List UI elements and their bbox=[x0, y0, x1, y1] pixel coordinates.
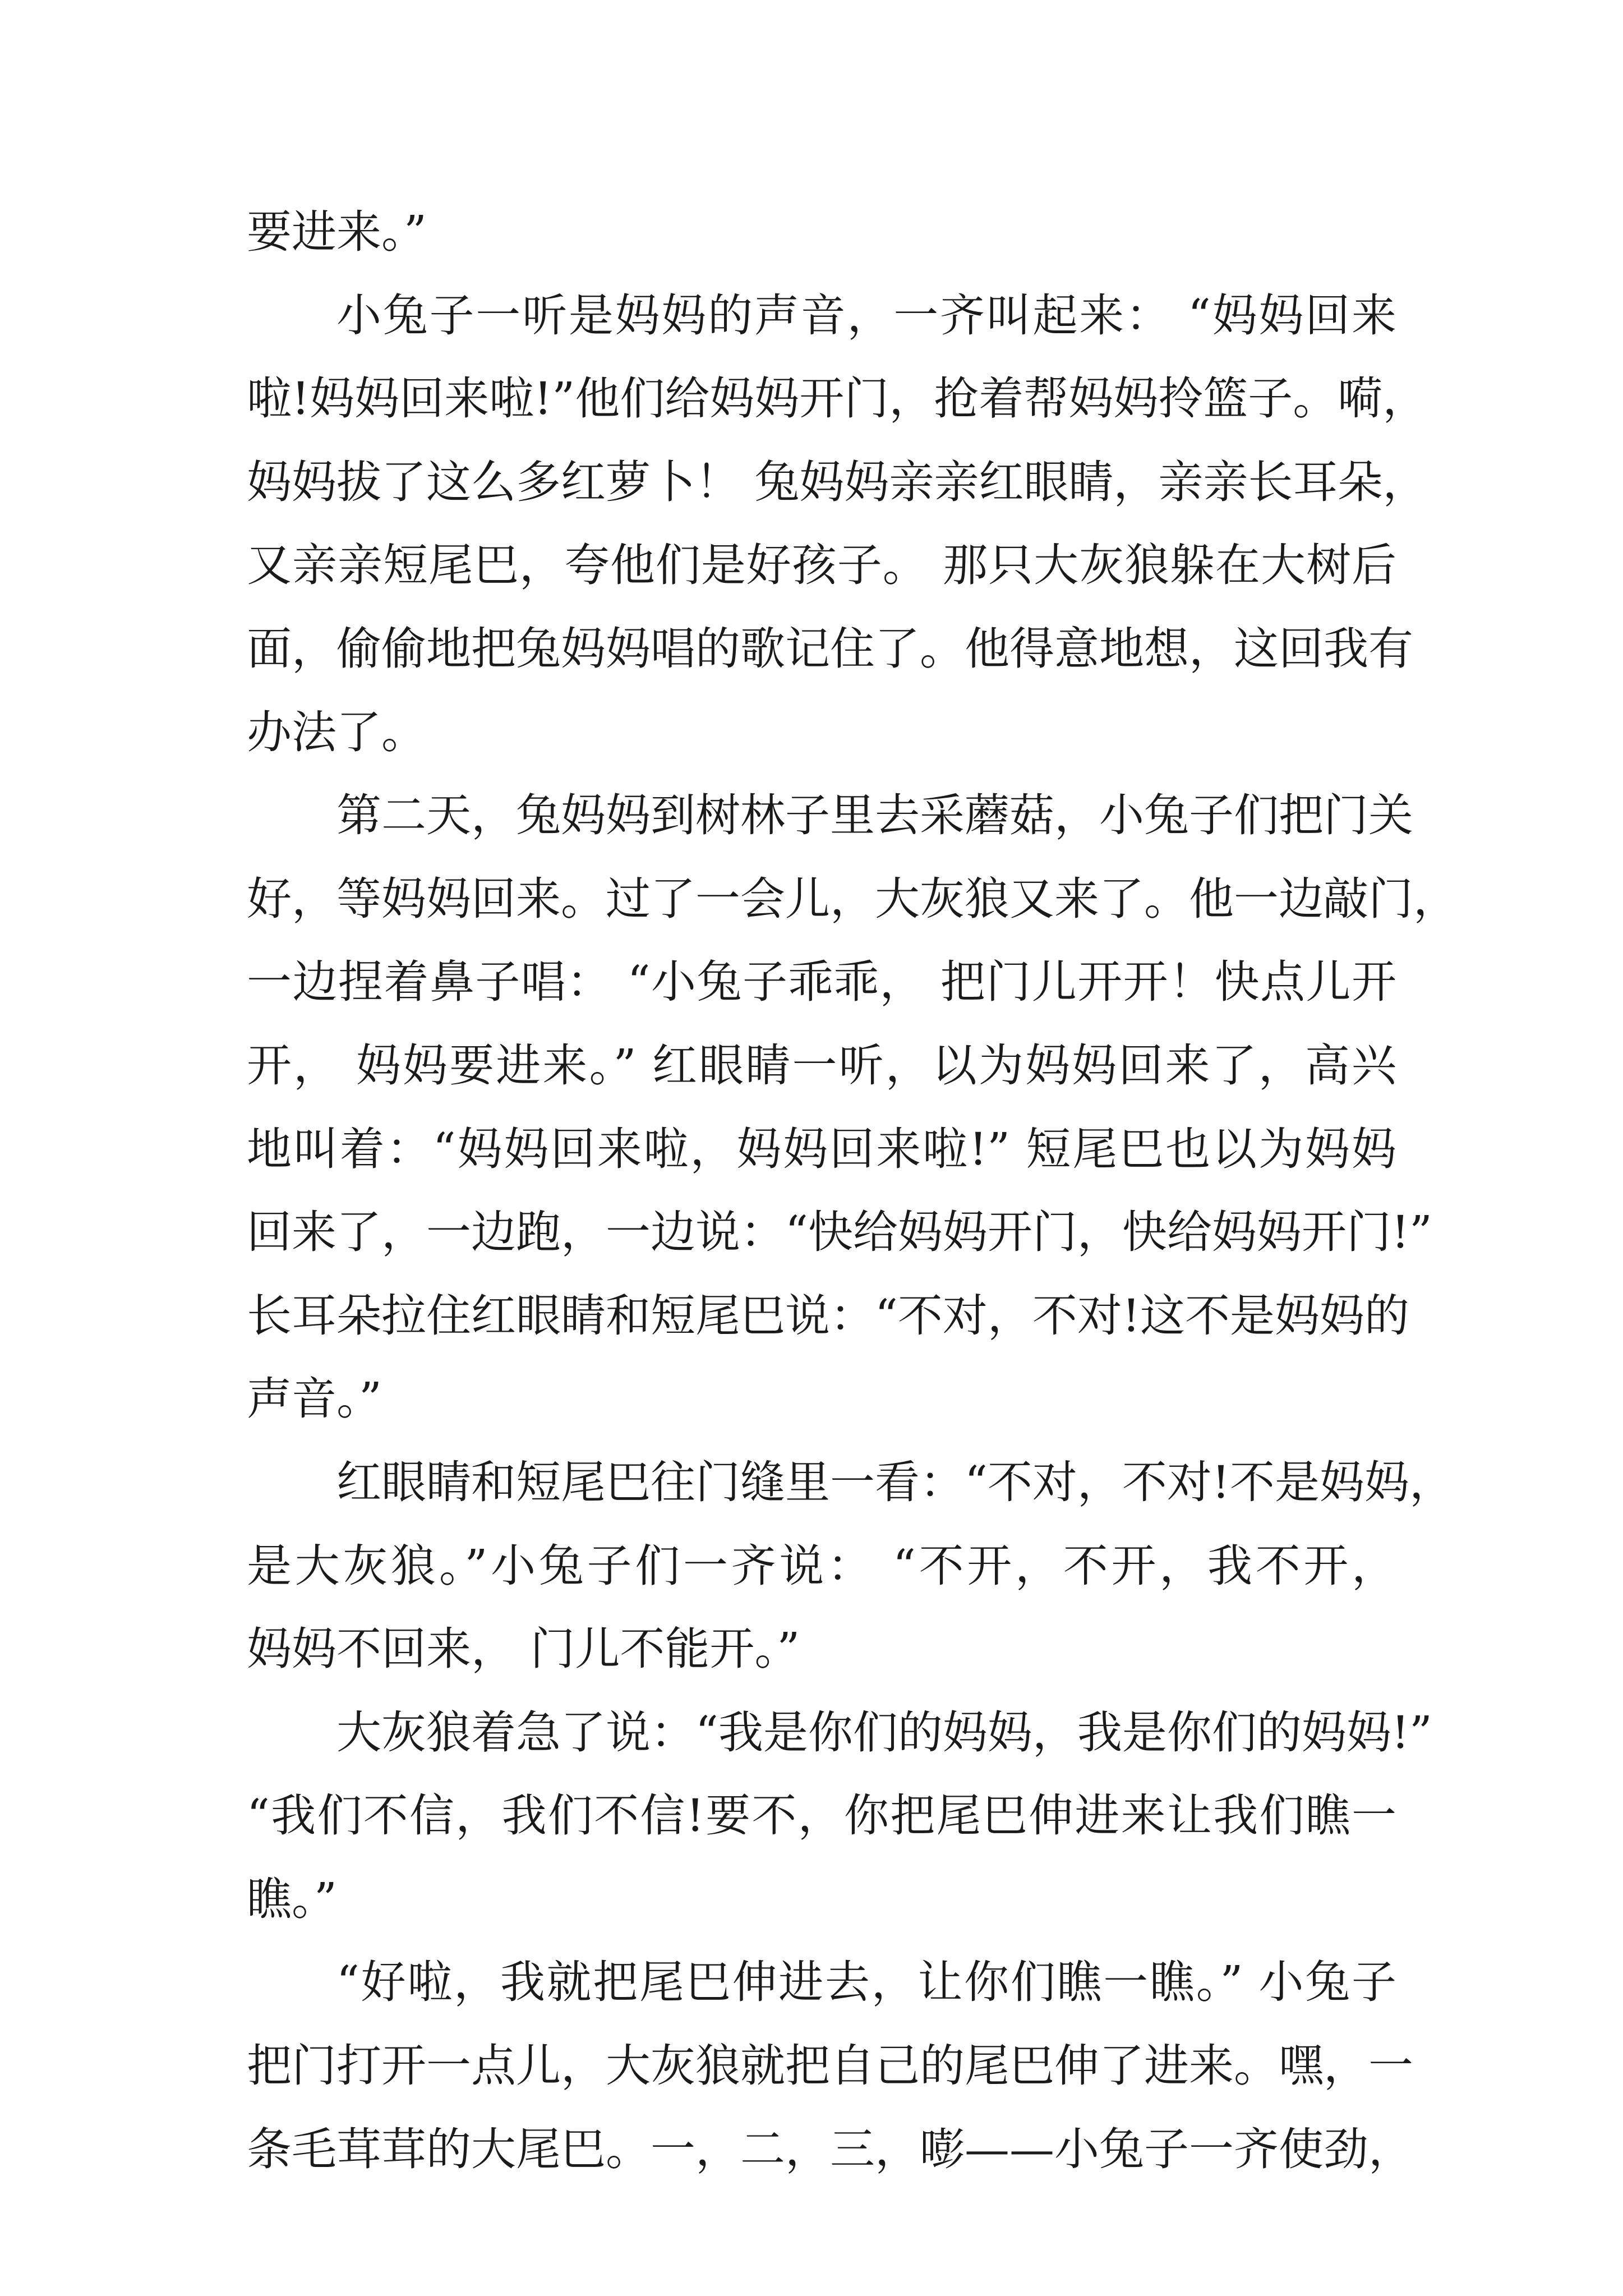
text-line: 条毛茸茸的大尾巴。一，二，三，嘭——小兔子一齐使劲， bbox=[247, 2123, 1413, 2175]
text-line: “好啦，我就把尾巴伸进去，让你们瞧一瞧。” 小兔子 bbox=[336, 1956, 1396, 2009]
text-line: 红眼睛和短尾巴往门缝里一看：“不对，不对!不是妈妈， bbox=[336, 1456, 1455, 1508]
text-line: 办法了。 bbox=[247, 706, 426, 758]
text-line: 要进来。” bbox=[247, 206, 427, 258]
text-line: “我们不信，我们不信!要不，你把尾巴伸进来让我们瞧一 bbox=[247, 1789, 1396, 1842]
text-line: 回来了，一边跑，一边说：“快给妈妈开门，快给妈妈开门!” bbox=[247, 1206, 1432, 1259]
text-line: 把门打开一点儿，大灰狼就把自己的尾巴伸了进来。嘿，一 bbox=[247, 2040, 1413, 2092]
text-line: 妈妈不回来， 门儿不能开。” bbox=[247, 1623, 800, 1676]
text-line: 面，偷偷地把兔妈妈唱的歌记住了。他得意地想，这回我有 bbox=[247, 622, 1413, 675]
text-line: 第二天，兔妈妈到树林子里去采蘑菇，小兔子们把门关 bbox=[336, 789, 1413, 842]
text-line: 是大灰狼。”小兔子们一齐说： “不开，不开，我不开， bbox=[247, 1539, 1396, 1592]
text-line: 地叫着：“妈妈回来啦，妈妈回来啦!” 短尾巴也以为妈妈 bbox=[247, 1122, 1396, 1175]
text-line: 长耳朵拉住红眼睛和短尾巴说：“不对，不对!这不是妈妈的 bbox=[247, 1289, 1410, 1342]
text-line: 啦!妈妈回来啦!”他们给妈妈开门，抢着帮妈妈拎篮子。嗬， bbox=[247, 372, 1428, 425]
story-text bbox=[247, 191, 1458, 2191]
text-line: 小兔子一听是妈妈的声音，一齐叫起来： “妈妈回来 bbox=[336, 289, 1396, 342]
text-line: 又亲亲短尾巴，夸他们是好孩子。 那只大灰狼躲在大树后 bbox=[247, 539, 1396, 592]
text-line: 声音。” bbox=[247, 1373, 382, 1425]
text-line: 大灰狼着急了说：“我是你们的妈妈，我是你们的妈妈!” bbox=[336, 1706, 1432, 1759]
text-line: 瞧。” bbox=[247, 1872, 337, 1925]
text-line: 妈妈拔了这么多红萝卜！ 兔妈妈亲亲红眼睛，亲亲长耳朵， bbox=[247, 455, 1428, 508]
text-line: 开， 妈妈要进来。” 红眼睛一听，以为妈妈回来了，高兴 bbox=[247, 1039, 1396, 1092]
text-line: 好，等妈妈回来。过了一会儿，大灰狼又来了。他一边敲门， bbox=[247, 872, 1458, 925]
text-line: 一边捏着鼻子唱： “小兔子乖乖， 把门儿开开！快点儿开 bbox=[247, 956, 1396, 1009]
